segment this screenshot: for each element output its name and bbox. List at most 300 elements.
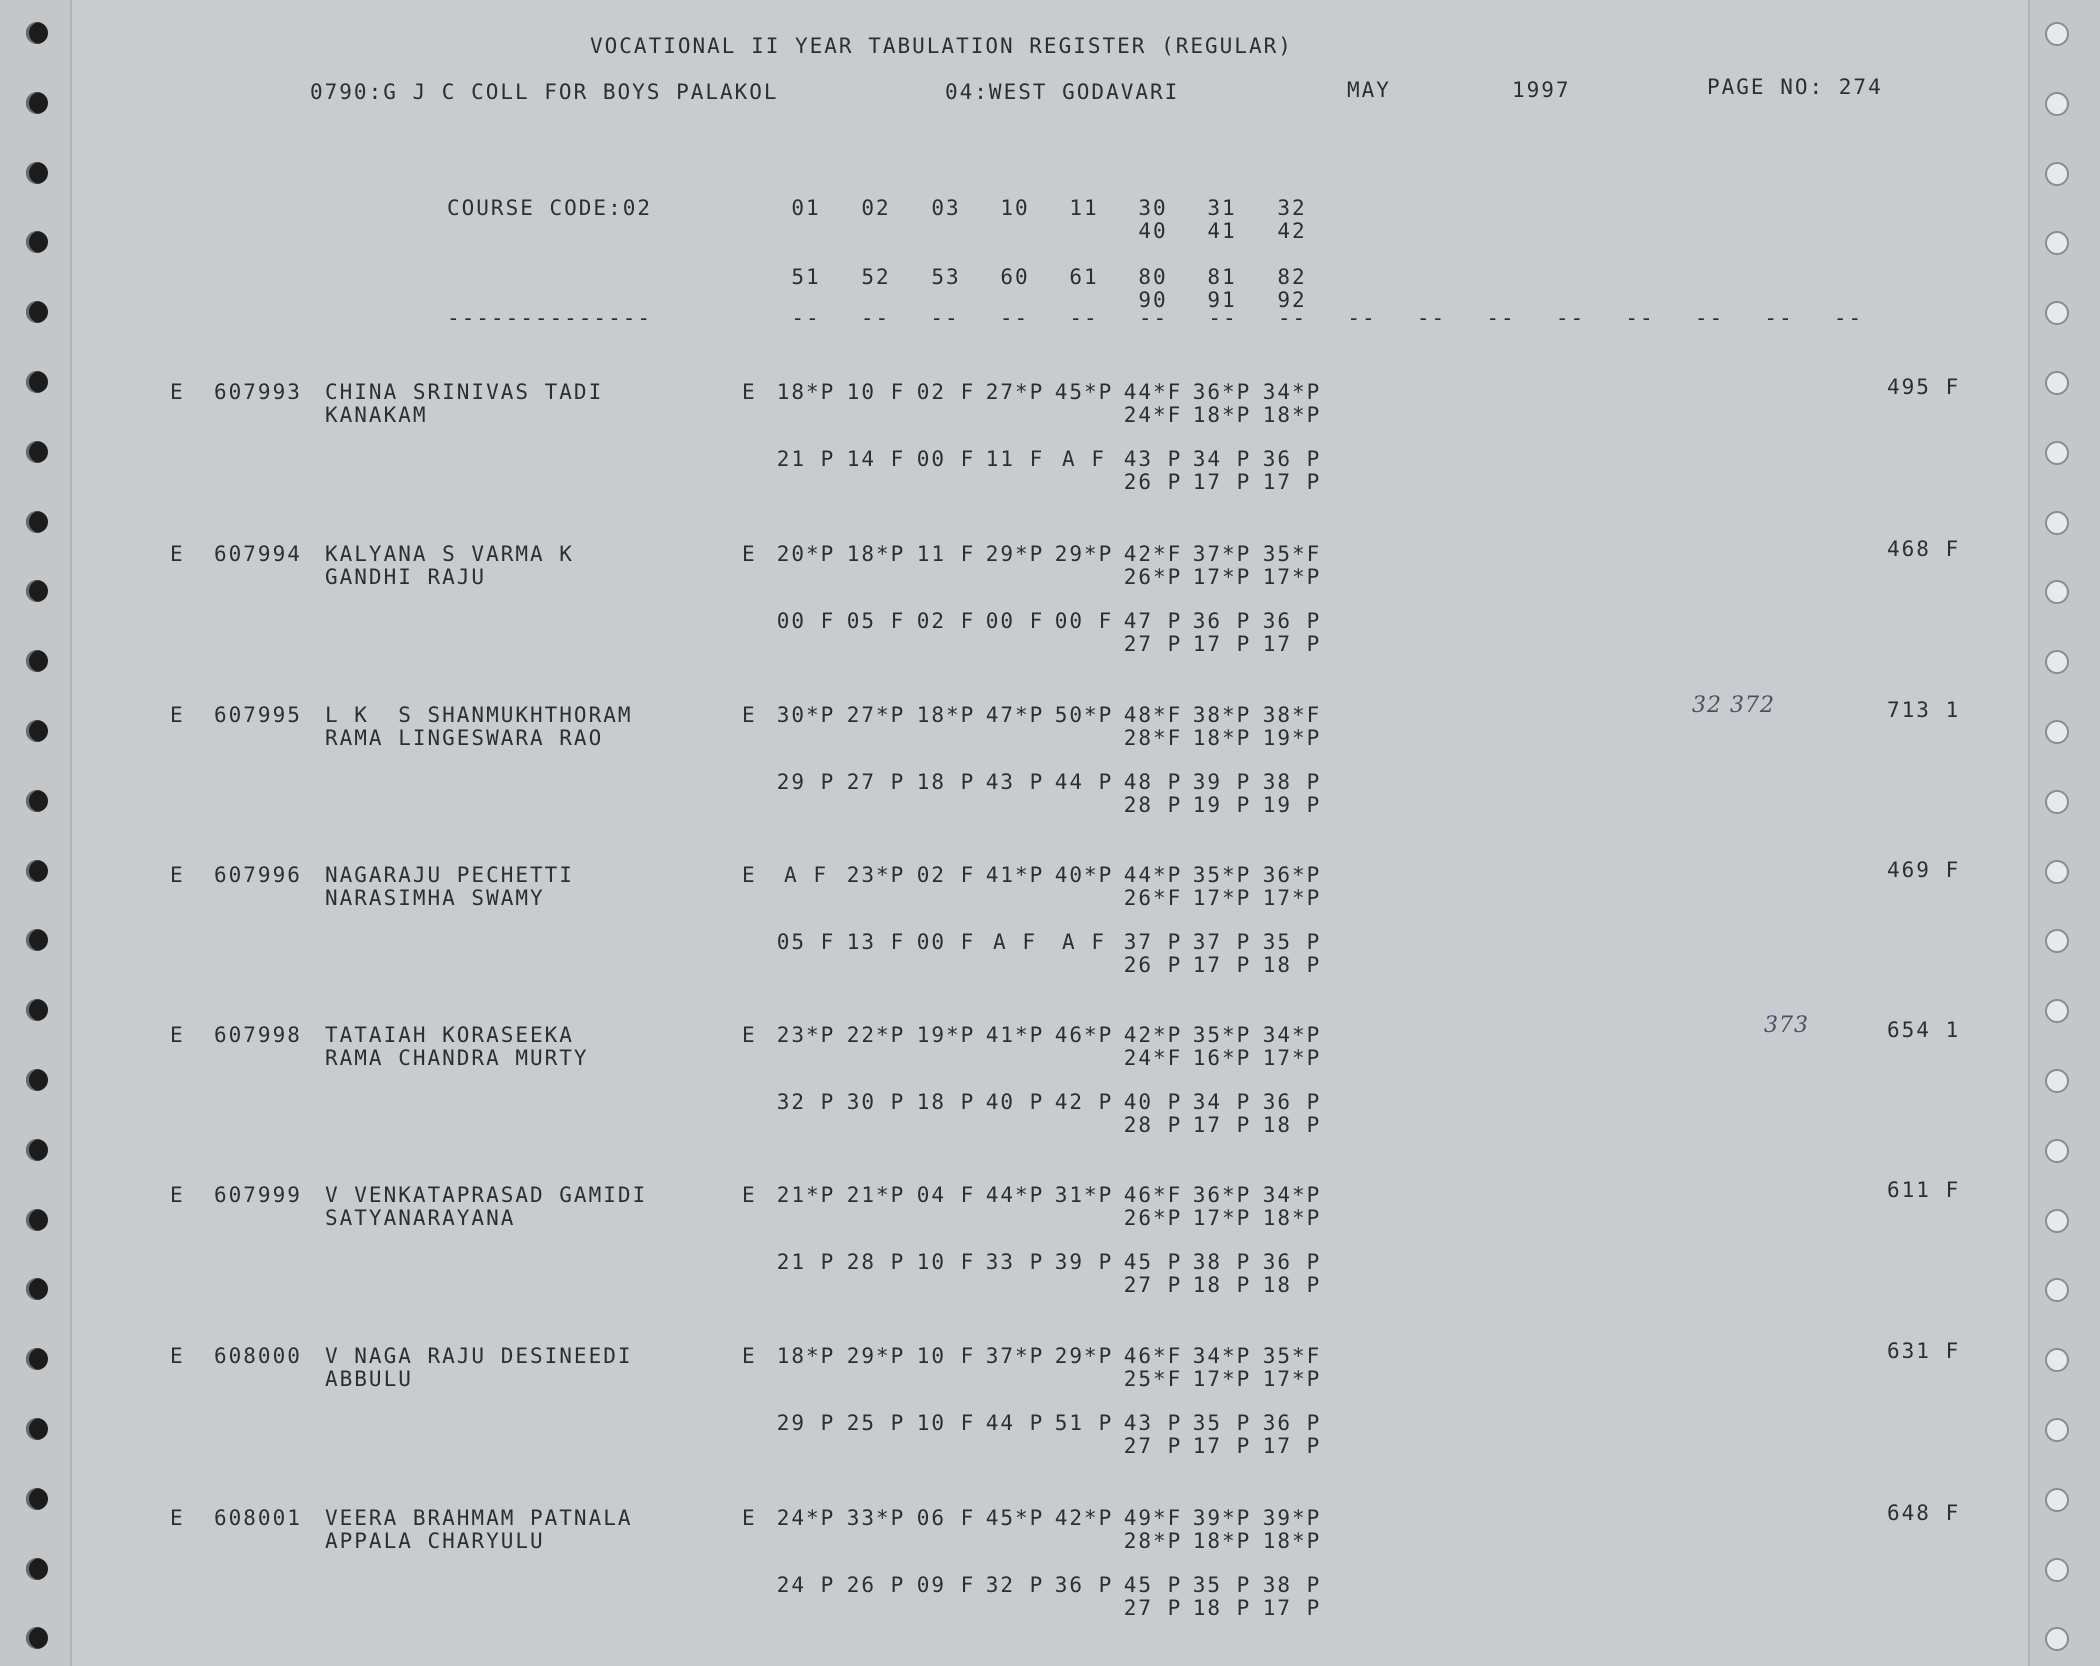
course-code-label: COURSE CODE:02	[447, 196, 653, 220]
subject-mark: 18*P	[916, 703, 976, 727]
subject-mark: 36 P	[1262, 447, 1322, 471]
subject-code: 30	[1138, 196, 1168, 220]
subject-code: 52	[861, 265, 891, 289]
subject-mark: 38*P	[1192, 703, 1252, 727]
subject-mark: 26 P	[1123, 953, 1183, 977]
subject-mark: 42*F	[1123, 542, 1183, 566]
subject-mark: 18 P	[1262, 1113, 1322, 1137]
column-separator: --	[791, 306, 821, 330]
subject-mark: 06 F	[916, 1506, 976, 1530]
subject-mark: 34*P	[1262, 1183, 1322, 1207]
subject-mark: 18 P	[1262, 1273, 1322, 1297]
subject-mark: 04 F	[916, 1183, 976, 1207]
subject-code: 42	[1277, 219, 1307, 243]
subject-mark: 39*P	[1262, 1506, 1322, 1530]
subject-mark: 17*P	[1192, 886, 1252, 910]
subject-mark: A F	[993, 930, 1037, 954]
exam-month: MAY	[1347, 78, 1391, 102]
subject-mark: 24*F	[1123, 403, 1183, 427]
subject-mark: 28*P	[1123, 1529, 1183, 1553]
subject-code: 01	[791, 196, 821, 220]
subject-mark: 18*P	[1262, 403, 1322, 427]
right-sprocket-hole	[2045, 22, 2069, 46]
subject-mark: 17 P	[1192, 632, 1252, 656]
subject-mark: 45*P	[1054, 380, 1114, 404]
subject-mark: 17*P	[1192, 1367, 1252, 1391]
student-name-second-line: NARASIMHA SWAMY	[325, 886, 545, 910]
left-sprocket-hole	[26, 162, 48, 184]
subject-mark: 18 P	[1192, 1273, 1252, 1297]
subject-mark: 27*P	[846, 703, 906, 727]
subject-mark: 14 F	[846, 447, 906, 471]
column-separator: --	[1416, 306, 1447, 330]
subject-mark: 18 P	[916, 1090, 976, 1114]
total-and-result: 611 F	[1887, 1178, 1961, 1202]
left-sprocket-hole	[26, 371, 48, 393]
subject-mark: 29 P	[776, 770, 836, 794]
subject-mark: 35 P	[1192, 1411, 1252, 1435]
left-sprocket-hole	[26, 1209, 48, 1231]
student-name: KALYANA S VARMA K	[325, 542, 574, 566]
subject-mark: 46*F	[1123, 1183, 1183, 1207]
subject-mark: 42*P	[1123, 1023, 1183, 1047]
right-sprocket-hole	[2045, 1488, 2069, 1512]
subject-mark: 18 P	[1192, 1596, 1252, 1620]
left-sprocket-hole	[26, 860, 48, 882]
total-and-result: 631 F	[1887, 1339, 1961, 1363]
course-code-underline: --------------	[447, 306, 653, 330]
subject-mark: 35*F	[1262, 542, 1322, 566]
subject-mark: 18*P	[1192, 1529, 1252, 1553]
subject-mark: 19 P	[1262, 793, 1322, 817]
subject-mark: 10 F	[916, 1344, 976, 1368]
subject-mark: 05 F	[846, 609, 906, 633]
subject-mark: 41*P	[985, 863, 1045, 887]
subject-mark: 25 P	[846, 1411, 906, 1435]
medium-code: E	[742, 703, 757, 727]
subject-mark: 17*P	[1192, 565, 1252, 589]
subject-code: 11	[1069, 196, 1099, 220]
subject-mark: 35*P	[1192, 1023, 1252, 1047]
category-code: E	[170, 863, 185, 887]
subject-mark: 18*P	[1262, 1529, 1322, 1553]
subject-mark: 29*P	[1054, 1344, 1114, 1368]
right-sprocket-hole	[2045, 301, 2069, 325]
subject-mark: 39*P	[1192, 1506, 1252, 1530]
subject-mark: 17*P	[1192, 1206, 1252, 1230]
subject-mark: 02 F	[916, 380, 976, 404]
subject-mark: 34*P	[1192, 1344, 1252, 1368]
subject-mark: 36 P	[1262, 609, 1322, 633]
column-separator: --	[1833, 306, 1864, 330]
left-sprocket-hole	[26, 92, 48, 114]
subject-mark: 02 F	[916, 609, 976, 633]
subject-mark: 35 P	[1192, 1573, 1252, 1597]
subject-mark: 42 P	[1054, 1090, 1114, 1114]
subject-mark: 42*P	[1054, 1506, 1114, 1530]
student-name: NAGARAJU PECHETTI	[325, 863, 574, 887]
handwritten-note: 32 372	[1692, 693, 1775, 718]
subject-mark: 00 F	[985, 609, 1045, 633]
subject-mark: 21 P	[776, 1250, 836, 1274]
right-sprocket-hole	[2045, 511, 2069, 535]
subject-mark: 47 P	[1123, 609, 1183, 633]
subject-mark: 21*P	[846, 1183, 906, 1207]
subject-mark: 34 P	[1192, 1090, 1252, 1114]
column-separator: --	[1625, 306, 1655, 330]
subject-mark: 28 P	[1123, 1113, 1183, 1137]
total-and-result: 648 F	[1887, 1501, 1961, 1525]
hall-ticket-number: 608001	[214, 1506, 302, 1530]
student-name-second-line: KANAKAM	[325, 403, 428, 427]
subject-mark: 19*P	[1262, 726, 1322, 750]
right-sprocket-hole	[2045, 1348, 2069, 1372]
subject-mark: 37*P	[985, 1344, 1045, 1368]
subject-mark: 30 P	[846, 1090, 906, 1114]
column-separator: --	[1555, 306, 1586, 330]
subject-mark: 40 P	[1123, 1090, 1183, 1114]
subject-mark: 17*P	[1262, 565, 1322, 589]
right-sprocket-hole	[2045, 1209, 2069, 1233]
subject-mark: 25*F	[1123, 1367, 1183, 1391]
handwritten-note: 373	[1764, 1013, 1809, 1038]
subject-mark: 09 F	[916, 1573, 976, 1597]
subject-mark: 37 P	[1192, 930, 1252, 954]
subject-mark: 43 P	[1123, 1411, 1183, 1435]
subject-mark: 34*P	[1262, 1023, 1322, 1047]
subject-mark: 35 P	[1262, 930, 1322, 954]
subject-mark: 24*F	[1123, 1046, 1183, 1070]
subject-mark: 05 F	[776, 930, 836, 954]
hall-ticket-number: 607998	[214, 1023, 302, 1047]
hall-ticket-number: 607994	[214, 542, 302, 566]
left-sprocket-hole	[26, 790, 48, 812]
subject-mark: 10 F	[846, 380, 906, 404]
subject-mark: 11 F	[916, 542, 976, 566]
subject-mark: 00 F	[916, 447, 976, 471]
subject-mark: 29*P	[985, 542, 1045, 566]
subject-mark: 18*P	[1262, 1206, 1322, 1230]
right-sprocket-hole	[2045, 441, 2069, 465]
subject-code: 90	[1138, 288, 1168, 312]
hall-ticket-number: 607995	[214, 703, 302, 727]
subject-code: 92	[1277, 288, 1307, 312]
column-separator: --	[1764, 306, 1794, 330]
subject-mark: 39 P	[1192, 770, 1252, 794]
student-name-second-line: RAMA CHANDRA MURTY	[325, 1046, 589, 1070]
student-name-second-line: SATYANARAYANA	[325, 1206, 516, 1230]
medium-code: E	[742, 380, 757, 404]
right-sprocket-hole	[2045, 790, 2069, 814]
subject-mark: 27 P	[1123, 1434, 1183, 1458]
category-code: E	[170, 1023, 185, 1047]
subject-mark: 48*F	[1123, 703, 1183, 727]
subject-mark: 49*F	[1123, 1506, 1183, 1530]
subject-mark: 18*P	[776, 1344, 836, 1368]
subject-mark: 17 P	[1262, 632, 1322, 656]
subject-mark: A F	[1062, 447, 1106, 471]
left-sprocket-hole	[26, 511, 48, 533]
subject-mark: 17 P	[1262, 1434, 1322, 1458]
medium-code: E	[742, 1023, 757, 1047]
hall-ticket-number: 607993	[214, 380, 302, 404]
subject-mark: 47*P	[985, 703, 1045, 727]
column-separator: --	[930, 306, 960, 330]
subject-mark: 38 P	[1262, 770, 1322, 794]
subject-code: 02	[861, 196, 891, 220]
subject-mark: 45 P	[1123, 1573, 1183, 1597]
subject-mark: 13 F	[846, 930, 906, 954]
subject-mark: 21 P	[776, 447, 836, 471]
column-separator: --	[1069, 306, 1099, 330]
subject-mark: 40*P	[1054, 863, 1114, 887]
subject-mark: 00 F	[1054, 609, 1114, 633]
subject-code: 61	[1069, 265, 1099, 289]
total-and-result: 654 1	[1887, 1018, 1961, 1042]
subject-mark: 34*P	[1262, 380, 1322, 404]
medium-code: E	[742, 1183, 757, 1207]
subject-mark: 24 P	[776, 1573, 836, 1597]
subject-mark: 17*P	[1262, 886, 1322, 910]
right-sprocket-hole	[2045, 162, 2069, 186]
subject-mark: 32 P	[776, 1090, 836, 1114]
subject-mark: 26*P	[1123, 565, 1183, 589]
subject-mark: 37*P	[1192, 542, 1252, 566]
district-name: 04:WEST GODAVARI	[945, 80, 1180, 104]
subject-mark: 10 F	[916, 1250, 976, 1274]
subject-mark: 17 P	[1262, 1596, 1322, 1620]
student-name-second-line: APPALA CHARYULU	[325, 1529, 545, 1553]
column-separator: --	[1347, 306, 1377, 330]
subject-mark: 17 P	[1192, 953, 1252, 977]
subject-mark: 18*P	[846, 542, 906, 566]
subject-mark: 36*P	[1192, 1183, 1252, 1207]
subject-mark: 26*P	[1123, 1206, 1183, 1230]
subject-mark: 38 P	[1262, 1573, 1322, 1597]
subject-mark: 18*P	[1192, 403, 1252, 427]
subject-mark: 30*P	[776, 703, 836, 727]
subject-mark: 38 P	[1192, 1250, 1252, 1274]
subject-mark: 29 P	[776, 1411, 836, 1435]
medium-code: E	[742, 863, 757, 887]
exam-year: 1997	[1512, 78, 1571, 102]
subject-mark: 27*P	[985, 380, 1045, 404]
subject-mark: 36 P	[1262, 1411, 1322, 1435]
subject-mark: 33*P	[846, 1506, 906, 1530]
student-name: L K S SHANMUKHTHORAM	[325, 703, 633, 727]
left-sprocket-hole	[26, 1488, 48, 1510]
page-number: PAGE NO: 274	[1707, 75, 1883, 99]
left-sprocket-hole	[26, 1558, 48, 1580]
subject-mark: 32 P	[985, 1573, 1045, 1597]
left-sprocket-hole	[26, 1418, 48, 1440]
subject-mark: 28 P	[1123, 793, 1183, 817]
subject-mark: 34 P	[1192, 447, 1252, 471]
subject-mark: 18*P	[776, 380, 836, 404]
subject-mark: 17*P	[1262, 1046, 1322, 1070]
subject-mark: 22*P	[846, 1023, 906, 1047]
subject-mark: 21*P	[776, 1183, 836, 1207]
right-sprocket-hole	[2045, 1558, 2069, 1582]
right-sprocket-hole	[2045, 371, 2069, 395]
hall-ticket-number: 607999	[214, 1183, 302, 1207]
subject-mark: 50*P	[1054, 703, 1114, 727]
subject-mark: 11 F	[985, 447, 1045, 471]
subject-mark: 44 P	[1054, 770, 1114, 794]
left-sprocket-hole	[26, 1139, 48, 1161]
subject-mark: 00 F	[776, 609, 836, 633]
subject-mark: 35*F	[1262, 1344, 1322, 1368]
subject-mark: 29*P	[1054, 542, 1114, 566]
subject-mark: 24*P	[776, 1506, 836, 1530]
subject-mark: 17 P	[1192, 470, 1252, 494]
subject-mark: 00 F	[916, 930, 976, 954]
subject-code: 82	[1277, 265, 1307, 289]
subject-mark: 46*F	[1123, 1344, 1183, 1368]
category-code: E	[170, 1506, 185, 1530]
hall-ticket-number: 607996	[214, 863, 302, 887]
subject-mark: 38*F	[1262, 703, 1322, 727]
subject-mark: 36 P	[1262, 1250, 1322, 1274]
subject-mark: 46*P	[1054, 1023, 1114, 1047]
subject-mark: 19*P	[916, 1023, 976, 1047]
subject-mark: 02 F	[916, 863, 976, 887]
left-sprocket-hole	[26, 441, 48, 463]
category-code: E	[170, 1183, 185, 1207]
subject-code: 81	[1207, 265, 1237, 289]
student-name-second-line: ABBULU	[325, 1367, 413, 1391]
subject-mark: 18 P	[916, 770, 976, 794]
subject-code: 10	[1000, 196, 1030, 220]
subject-mark: 48 P	[1123, 770, 1183, 794]
medium-code: E	[742, 1344, 757, 1368]
subject-mark: 36*P	[1262, 863, 1322, 887]
subject-code: 51	[791, 265, 821, 289]
right-sprocket-hole	[2045, 1069, 2069, 1093]
subject-mark: 33 P	[985, 1250, 1045, 1274]
column-separator: --	[1486, 306, 1516, 330]
subject-mark: 44*F	[1123, 380, 1183, 404]
subject-code: 91	[1207, 288, 1237, 312]
subject-mark: 28*F	[1123, 726, 1183, 750]
total-and-result: 469 F	[1887, 858, 1961, 882]
hall-ticket-number: 608000	[214, 1344, 302, 1368]
subject-code: 53	[931, 265, 961, 289]
subject-mark: 27 P	[1123, 1273, 1183, 1297]
subject-mark: 16*P	[1192, 1046, 1252, 1070]
column-separator: --	[1138, 306, 1169, 330]
column-separator: --	[860, 306, 891, 330]
subject-mark: 27 P	[846, 770, 906, 794]
subject-mark: 44*P	[985, 1183, 1045, 1207]
subject-mark: 29*P	[846, 1344, 906, 1368]
subject-mark: 44 P	[985, 1411, 1045, 1435]
page-title: VOCATIONAL II YEAR TABULATION REGISTER (REGULAR)	[590, 34, 1293, 58]
subject-mark: 26 P	[1123, 470, 1183, 494]
column-separator: --	[1277, 306, 1308, 330]
right-sprocket-hole	[2045, 92, 2069, 116]
subject-mark: 17 P	[1192, 1434, 1252, 1458]
subject-mark: 26*F	[1123, 886, 1183, 910]
subject-code: 32	[1277, 196, 1307, 220]
category-code: E	[170, 1344, 185, 1368]
total-and-result: 468 F	[1887, 537, 1961, 561]
column-separator: --	[1208, 306, 1238, 330]
column-separator: --	[999, 306, 1030, 330]
right-sprocket-hole	[2045, 860, 2069, 884]
student-name: V VENKATAPRASAD GAMIDI	[325, 1183, 648, 1207]
student-name-second-line: RAMA LINGESWARA RAO	[325, 726, 604, 750]
medium-code: E	[742, 542, 757, 566]
subject-mark: 18*P	[1192, 726, 1252, 750]
subject-mark: 26 P	[846, 1573, 906, 1597]
subject-mark: 19 P	[1192, 793, 1252, 817]
college-name: 0790:G J C COLL FOR BOYS PALAKOL	[310, 80, 779, 104]
subject-mark: 28 P	[846, 1250, 906, 1274]
medium-code: E	[742, 1506, 757, 1530]
subject-code: 41	[1207, 219, 1237, 243]
subject-mark: 18 P	[1262, 953, 1322, 977]
subject-mark: 36 P	[1192, 609, 1252, 633]
subject-mark: 17*P	[1262, 1367, 1322, 1391]
subject-mark: 36*P	[1192, 380, 1252, 404]
right-sprocket-hole	[2045, 999, 2069, 1023]
subject-mark: 40 P	[985, 1090, 1045, 1114]
student-name: V NAGA RAJU DESINEEDI	[325, 1344, 633, 1368]
subject-mark: 45*P	[985, 1506, 1045, 1530]
right-sprocket-hole	[2045, 1139, 2069, 1163]
subject-mark: 45 P	[1123, 1250, 1183, 1274]
subject-mark: 27 P	[1123, 632, 1183, 656]
subject-code: 31	[1207, 196, 1237, 220]
student-name-second-line: GANDHI RAJU	[325, 565, 487, 589]
subject-mark: 23*P	[776, 1023, 836, 1047]
subject-mark: 31*P	[1054, 1183, 1114, 1207]
total-and-result: 495 F	[1887, 375, 1961, 399]
right-sprocket-hole	[2045, 650, 2069, 674]
subject-mark: 20*P	[776, 542, 836, 566]
subject-mark: 43 P	[985, 770, 1045, 794]
subject-mark: 27 P	[1123, 1596, 1183, 1620]
subject-mark: 23*P	[846, 863, 906, 887]
subject-mark: 36 P	[1262, 1090, 1322, 1114]
subject-mark: A F	[784, 863, 828, 887]
subject-mark: 44*P	[1123, 863, 1183, 887]
student-name: VEERA BRAHMAM PATNALA	[325, 1506, 633, 1530]
subject-mark: 17 P	[1192, 1113, 1252, 1137]
subject-mark: 36 P	[1054, 1573, 1114, 1597]
subject-code: 60	[1000, 265, 1030, 289]
subject-mark: 35*P	[1192, 863, 1252, 887]
subject-mark: 43 P	[1123, 447, 1183, 471]
right-sprocket-hole	[2045, 1418, 2069, 1442]
total-and-result: 713 1	[1887, 698, 1961, 722]
subject-mark: 41*P	[985, 1023, 1045, 1047]
left-sprocket-hole	[26, 22, 48, 44]
category-code: E	[170, 703, 185, 727]
subject-code: 80	[1138, 265, 1168, 289]
subject-mark: 17 P	[1262, 470, 1322, 494]
subject-mark: 51 P	[1054, 1411, 1114, 1435]
subject-mark: A F	[1062, 930, 1106, 954]
subject-mark: 10 F	[916, 1411, 976, 1435]
left-sprocket-hole	[26, 720, 48, 742]
student-name: CHINA SRINIVAS TADI	[325, 380, 604, 404]
right-sprocket-hole	[2045, 720, 2069, 744]
student-name: TATAIAH KORASEEKA	[325, 1023, 574, 1047]
subject-code: 03	[931, 196, 961, 220]
subject-code: 40	[1138, 219, 1168, 243]
